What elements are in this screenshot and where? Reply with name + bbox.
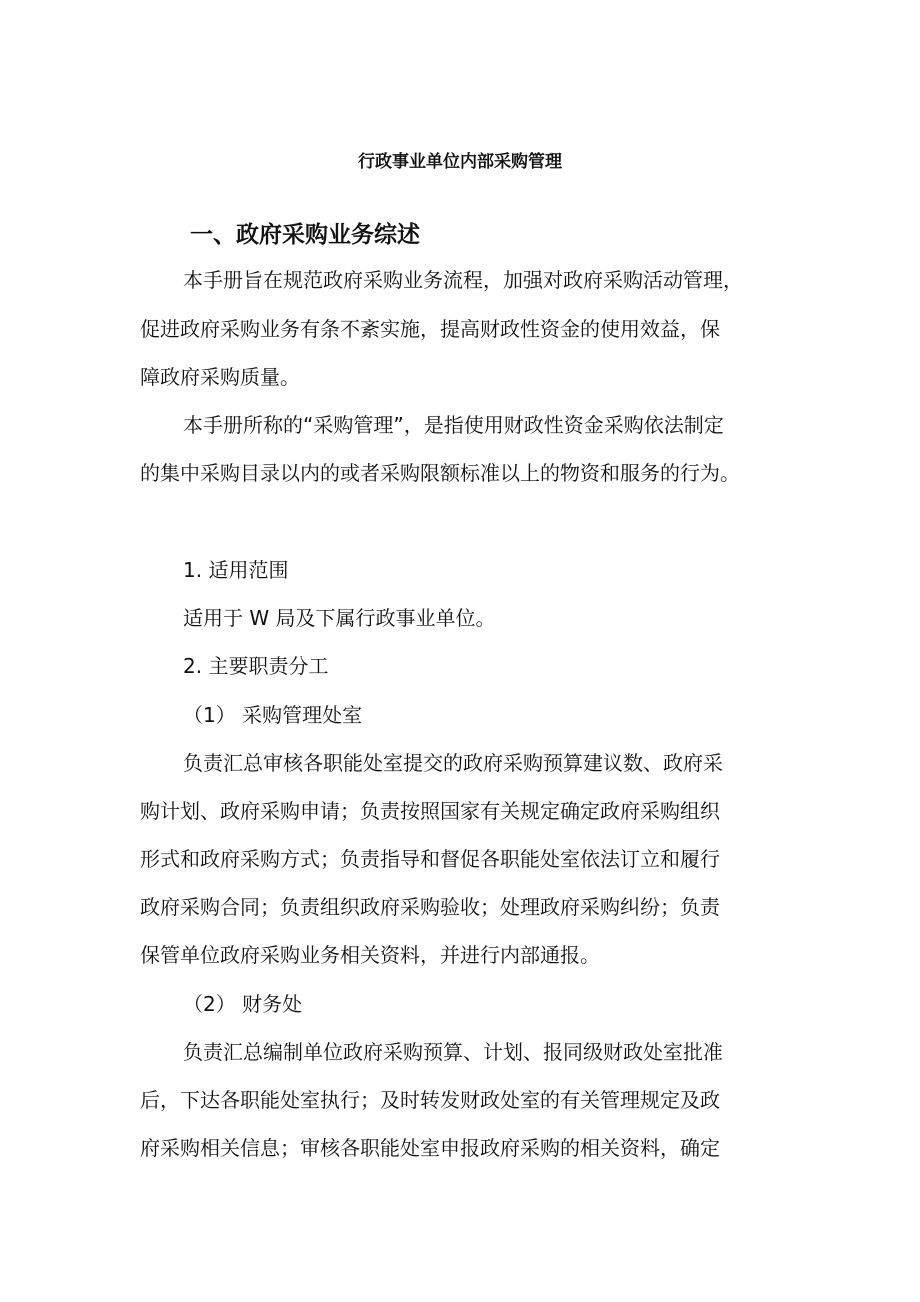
paragraph-line: 障政府采购质量。 (140, 365, 300, 389)
subsection-heading: （1） 采购管理处室 (183, 703, 363, 727)
paragraph-line: 本手册旨在规范政府采购业务流程，加强对政府采购活动管理， (183, 268, 743, 292)
paragraph-line: 负责汇总审核各职能处室提交的政府采购预算建议数、政府采 (183, 751, 723, 775)
paragraph-line: 政府采购合同；负责组织政府采购验收；处理政府采购纠纷；负责 (140, 895, 720, 919)
paragraph-line: 的集中采购目录以内的或者采购限额标准以上的物资和服务的行为。 (140, 461, 740, 485)
paragraph-line: 后，下达各职能处室执行；及时转发财政处室的有关管理规定及政 (140, 1088, 720, 1112)
section-heading: 一、政府采购业务综述 (190, 222, 420, 248)
subsection-heading: 1. 适用范围 (183, 558, 289, 582)
paragraph-line: 保管单位政府采购业务相关资料，并进行内部通报。 (140, 943, 600, 967)
paragraph-line: 形式和政府采购方式；负责指导和督促各职能处室依法订立和履行 (140, 847, 720, 871)
subsection-heading: 2. 主要职责分工 (183, 654, 329, 678)
paragraph-line: 本手册所称的“采购管理”，是指使用财政性资金采购依法制定 (183, 413, 724, 437)
document-title: 行政事业单位内部采购管理 (358, 152, 562, 172)
paragraph-line: 负责汇总编制单位政府采购预算、计划、报同级财政处室批准 (183, 1040, 723, 1064)
subsection-heading: （2） 财务处 (183, 992, 303, 1016)
paragraph-line: 适用于 W 局及下属行政事业单位。 (183, 606, 496, 630)
paragraph-line: 府采购相关信息；审核各职能处室申报政府采购的相关资料，确定 (140, 1136, 720, 1160)
paragraph-line: 促进政府采购业务有条不紊实施，提高财政性资金的使用效益，保 (140, 317, 720, 341)
paragraph-line: 购计划、政府采购申请；负责按照国家有关规定确定政府采购组织 (140, 799, 720, 823)
